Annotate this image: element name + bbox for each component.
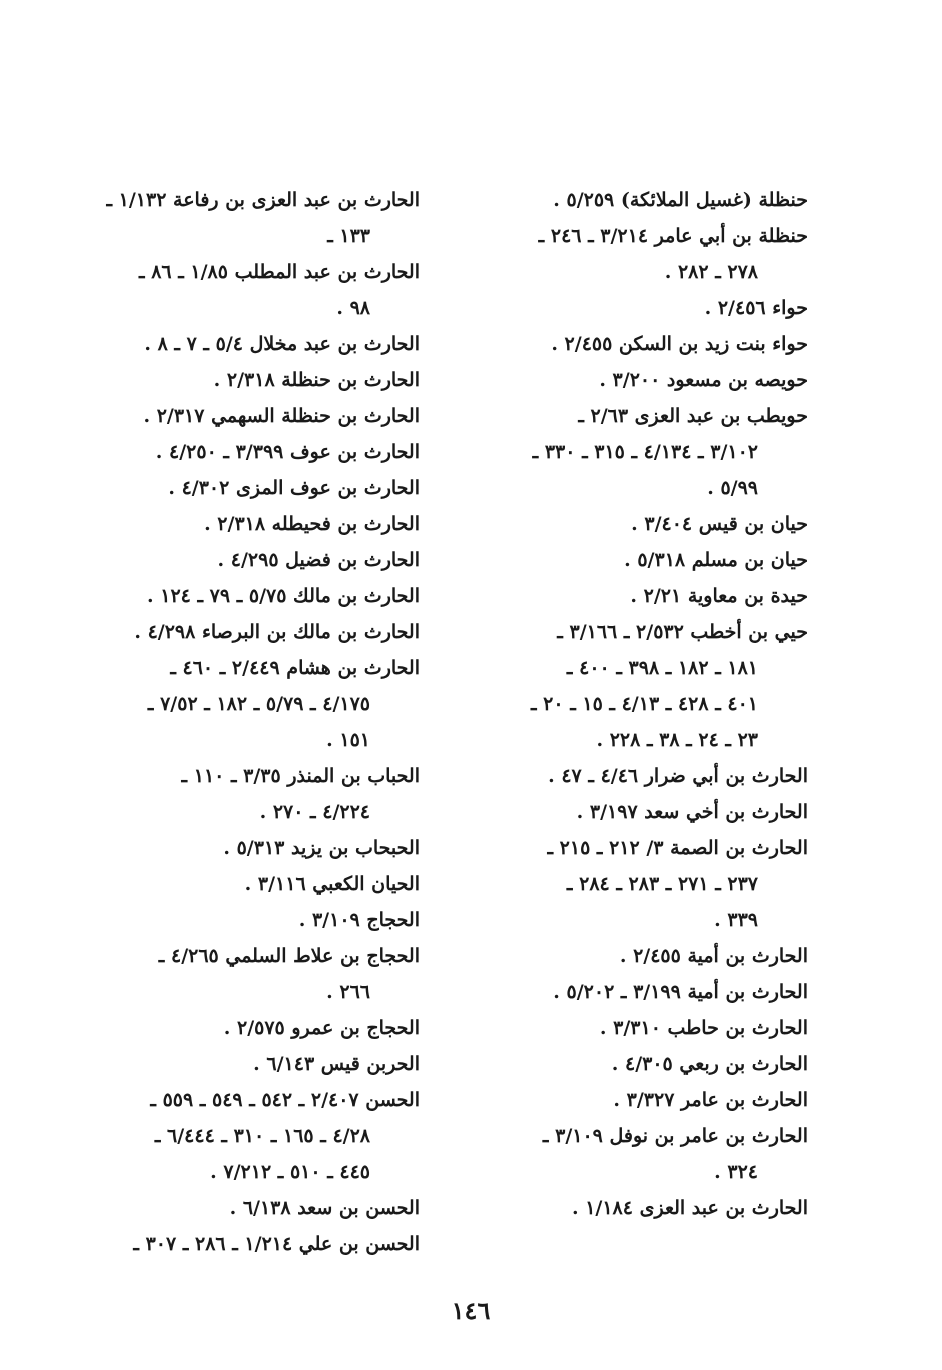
index-entry-line: الحسن بن سعد ٦/١٣٨ . — [229, 1197, 420, 1219]
index-entry-continuation: ٤٠١ ـ ٤٢٨ ـ ٤/١٣ ـ ١٥ ـ ٢٠ ـ — [530, 693, 758, 715]
index-entry — [98, 182, 420, 254]
index-entry-line: الحارث بن عبد المطلب ١/٨٥ ـ ٨٦ ـ — [139, 261, 420, 283]
index-entry — [98, 470, 420, 506]
index-entry-line: الحارث بن أمية ٣/١٩٩ ـ ٥/٢٠٢ . — [553, 981, 808, 1003]
index-entry-line: حواء بنت زيد بن السكن ٢/٤٥٥ . — [551, 333, 808, 355]
index-entry-line: الحارث بن ربعي ٤/٣٠٥ . — [611, 1053, 808, 1075]
index-entry — [478, 794, 808, 830]
index-entry-line: الحارث بن الصمة ٣/ ٢١٢ ـ ٢١٥ ـ — [547, 837, 808, 859]
index-entry-line: الحارث بن عوف ٣/٣٩٩ ـ ٤/٢٥٠ . — [155, 441, 420, 463]
index-entry-line: الحارث بن عامر بن نوفل ٣/١٠٩ ـ — [542, 1125, 808, 1147]
index-entry-line: الحارث بن حنظلة السهمي ٢/٣١٧ . — [143, 405, 420, 427]
index-entry-continuation: ٤/٢٢٤ ـ ٢٧٠ . — [259, 801, 370, 823]
page-number: ١٤٦ — [451, 1296, 491, 1325]
index-entry-line: الحارث بن فضيل ٤/٢٩٥ . — [217, 549, 420, 571]
index-entry — [98, 1046, 420, 1082]
index-entry — [98, 326, 420, 362]
index-entry-continuation: ١٣٣ ـ — [327, 225, 370, 247]
index-entry-continuation: ٢٧٨ ـ ٢٨٢ . — [664, 261, 758, 283]
index-entry — [478, 506, 808, 542]
index-entry-line: الحارث بن عبد العزى ١/١٨٤ . — [571, 1197, 808, 1219]
index-entry — [478, 542, 808, 578]
index-entry-continuation: ٥/٩٩ . — [707, 477, 758, 499]
index-entry-line: الحيان الكعبي ٣/١١٦ . — [244, 873, 420, 895]
index-entry-line: حيان بن مسلم ٥/٣١٨ . — [624, 549, 808, 571]
index-entry — [98, 1010, 420, 1046]
index-entry — [98, 1082, 420, 1190]
index-entry — [478, 1046, 808, 1082]
index-entry — [478, 290, 808, 326]
index-entry — [478, 182, 808, 218]
index-entry-line: حيان بن قيس ٣/٤٠٤ . — [631, 513, 808, 535]
index-entry-line: حيي بن أخطب ٢/٥٣٢ ـ ٣/١٦٦ ـ — [557, 621, 808, 643]
index-entry — [478, 326, 808, 362]
index-entry-line: الحسن بن علي ١/٢١٤ ـ ٢٨٦ ـ ٣٠٧ ـ — [133, 1233, 420, 1255]
index-entry — [478, 938, 808, 974]
index-entry — [98, 1190, 420, 1226]
index-entry — [478, 974, 808, 1010]
index-entry-line: الحارث بن عبد العزى بن رفاعة ١/١٣٢ ـ — [106, 189, 420, 211]
index-entry-line: الحارث بن عامر ٣/٣٢٧ . — [613, 1089, 808, 1111]
index-entry-line: الحجاج بن عمرو ٢/٥٧٥ . — [223, 1017, 420, 1039]
index-entry-line: الحارث بن عبد مخلال ٥/٤ ـ ٧ ـ ٨ . — [144, 333, 420, 355]
index-entry-continuation: ٩٨ . — [336, 297, 370, 319]
index-entry — [478, 218, 808, 290]
index-entry — [98, 434, 420, 470]
index-entry-line: الحارث بن أمية ٢/٤٥٥ . — [619, 945, 808, 967]
index-entry — [478, 614, 808, 758]
index-entry — [98, 938, 420, 1010]
index-entry-continuation: ١٨١ ـ ١٨٢ ـ ٣٩٨ ـ ٤٠٠ ـ — [566, 657, 758, 679]
index-entry-line: حويصه بن مسعود ٣/٢٠٠ . — [599, 369, 808, 391]
index-entry-line: الحارث بن فحيطله ٢/٣١٨ . — [204, 513, 420, 535]
index-entry-continuation: ١٥١ . — [326, 729, 370, 751]
index-entry-line: حنظلة (غسيل الملائكة) ٥/٢٥٩ . — [553, 189, 808, 211]
index-entry-continuation: ٣/١٠٢ ـ ٤/١٣٤ ـ ٣١٥ ـ ٣٣٠ ـ — [532, 441, 758, 463]
index-entry — [98, 398, 420, 434]
index-column-right — [478, 182, 808, 1226]
index-entry-line: حيدة بن معاوية ٢/٢١ . — [630, 585, 808, 607]
index-entry — [98, 866, 420, 902]
index-entry-line: الحارث بن مالك ٥/٧٥ ـ ٧٩ ـ ١٢٤ . — [147, 585, 420, 607]
index-entry-line: الحارث بن هشام ٢/٤٤٩ ـ ٤٦٠ ـ — [170, 657, 420, 679]
index-entry-continuation: ٣٣٩ . — [714, 909, 758, 931]
index-entry — [98, 254, 420, 326]
index-entry-line: الحارث بن مالك بن البرصاء ٤/٢٩٨ . — [134, 621, 420, 643]
index-entry — [98, 542, 420, 578]
index-entry — [478, 362, 808, 398]
index-entry-continuation: ٤٤٥ ـ ٥١٠ ـ ٧/٢١٢ . — [210, 1161, 370, 1183]
index-entry-continuation: ٤/٢٨ ـ ١٦٥ ـ ٣١٠ ـ ٦/٤٤٤ ـ — [154, 1125, 370, 1147]
index-entry — [98, 902, 420, 938]
index-entry-line: الحجاج ٣/١٠٩ . — [298, 909, 420, 931]
index-entry — [98, 506, 420, 542]
index-entry-line: الحسن ٢/٤٠٧ ـ ٥٤٢ ـ ٥٤٩ ـ ٥٥٩ ـ — [150, 1089, 420, 1111]
index-entry-line: حواء ٢/٤٥٦ . — [704, 297, 808, 319]
index-entry-line: حنظلة بن أبي عامر ٣/٢١٤ ـ ٢٤٦ ـ — [538, 225, 808, 247]
index-entry — [98, 362, 420, 398]
index-entry-line: الحارث بن عوف المزى ٤/٣٠٢ . — [168, 477, 420, 499]
index-entry-continuation: ٢٣ ـ ٢٤ ـ ٣٨ ـ ٢٢٨ . — [596, 729, 758, 751]
index-entry-line: الحجاج بن علاط السلمي ٤/٢٦٥ ـ — [158, 945, 420, 967]
index-entry-continuation: ٢٦٦ . — [326, 981, 370, 1003]
index-entry-line: الحربن قيس ٦/١٤٣ . — [253, 1053, 420, 1075]
index-entry-continuation: ٣٢٤ . — [714, 1161, 758, 1183]
index-entry-line: الحارث بن حنظلة ٢/٣١٨ . — [213, 369, 420, 391]
index-entry — [98, 758, 420, 830]
index-entry — [478, 578, 808, 614]
index-entry — [478, 1190, 808, 1226]
index-entry-continuation: ٤/١٧٥ ـ ٥/٧٩ ـ ١٨٢ ـ ٧/٥٢ ـ — [147, 693, 370, 715]
index-column-left — [98, 182, 420, 1262]
index-entry — [478, 1082, 808, 1118]
index-entry — [98, 830, 420, 866]
index-entry-line: الحبحاب بن يزيد ٥/٣١٣ . — [223, 837, 420, 859]
index-entry-continuation: ٢٣٧ ـ ٢٧١ ـ ٢٨٣ ـ ٢٨٤ ـ — [566, 873, 758, 895]
index-entry — [478, 1010, 808, 1046]
index-entry — [98, 1226, 420, 1262]
index-entry — [478, 398, 808, 506]
index-entry — [98, 578, 420, 614]
index-entry-line: حويطب بن عبد العزى ٢/٦٣ ـ — [578, 405, 808, 427]
index-entry — [478, 830, 808, 938]
index-entry — [478, 1118, 808, 1190]
index-entry-line: الحارث بن أبي ضرار ٤/٤٦ ـ ٤٧ . — [548, 765, 808, 787]
index-entry-line: الحباب بن المنذر ٣/٣٥ ـ ١١٠ ـ — [181, 765, 420, 787]
index-entry — [98, 614, 420, 650]
index-entry — [478, 758, 808, 794]
index-entry-line: الحارث بن أخي سعد ٣/١٩٧ . — [576, 801, 808, 823]
index-entry-line: الحارث بن حاطب ٣/٣١٠ . — [599, 1017, 808, 1039]
index-entry — [98, 650, 420, 758]
